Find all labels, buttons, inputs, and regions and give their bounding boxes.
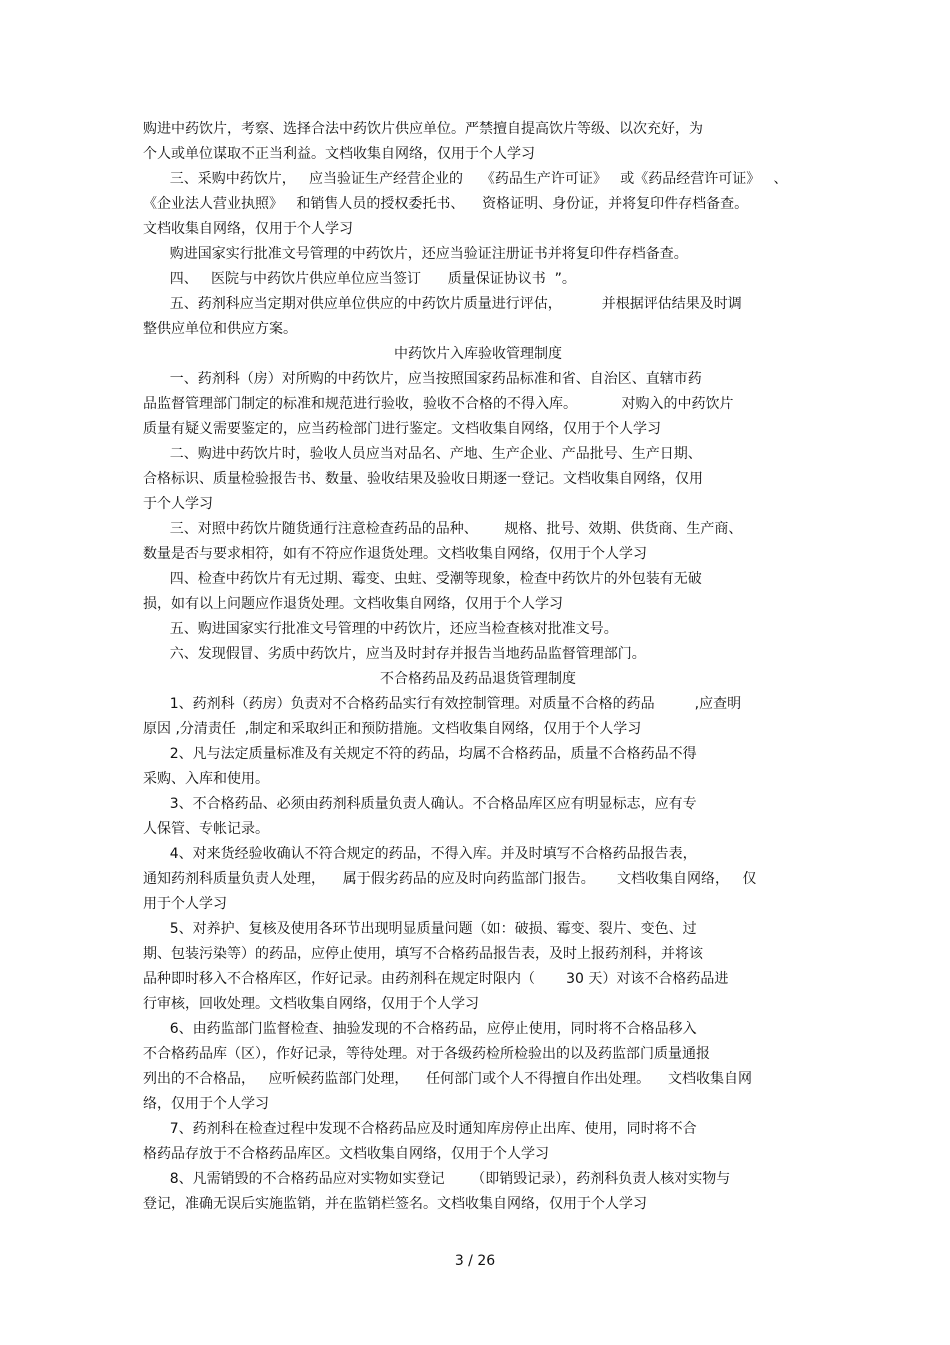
text-line: 登记，准确无误后实施监销，并在监销栏签名。文档收集自网络，仅用于个人学习 [143, 1196, 647, 1212]
text-line: 品种即时移入不合格库区，作好记录。由药剂科在规定时限内（ 30 天）对该不合格药品进 [143, 971, 729, 987]
text-line: 二、购进中药饮片时，验收人员应当对品名、产地、生产企业、产品批号、生产日期、 [143, 446, 702, 462]
para-unqualified-1 [143, 692, 813, 742]
text-line: 列出的不合格品， 应听候药监部门处理， 任何部门或个人不得擅自作出处理。 文档收集自网 [143, 1071, 752, 1087]
para-unqualified-6 [143, 1017, 813, 1117]
text-line: 用于个人学习 [143, 896, 227, 912]
text-line: 通知药剂科质量负责人处理， 属于假劣药品的应及时向药监部门报告。 文档收集自网络， 仅 [143, 871, 757, 887]
text-line: 购进中药饮片，考察、选择合法中药饮片供应单位。严禁擅自提高饮片等级、以次充好，为 [143, 121, 703, 137]
para-intro-continuation [143, 117, 813, 167]
para-unqualified-3 [143, 792, 813, 842]
para-inspection-three [143, 517, 813, 567]
text-line: 品监督管理部门制定的标准和规范进行验收，验收不合格的不得入库。 对购入的中药饮片 [143, 396, 734, 412]
text-line: 个人或单位谋取不正当利益。文档收集自网络，仅用于个人学习 [143, 146, 535, 162]
text-line: 3、不合格药品、必须由药剂科质量负责人确认。不合格品库区应有明显标志，应有专 [143, 796, 697, 812]
text-line: 原因 ,分清责任 ,制定和采取纠正和预防措施。文档收集自网络，仅用于个人学习 [143, 721, 642, 737]
text-line: 损，如有以上问题应作退货处理。文档收集自网络，仅用于个人学习 [143, 596, 563, 612]
text-line: 4、对来货经验收确认不符合规定的药品，不得入库。并及时填写不合格药品报告表， [143, 846, 697, 862]
para-purchase-four [143, 267, 813, 292]
text-line: 三、对照中药饮片随货通行注意检查药品的品种、 规格、批号、效期、供货商、生产商、 [143, 521, 743, 537]
para-inspection-four [143, 567, 813, 617]
text-line: 5、对养护、复核及使用各环节出现明显质量问题（如：破损、霉变、裂片、变色、过 [143, 921, 697, 937]
para-unqualified-4 [143, 842, 813, 917]
para-purchase-five [143, 292, 813, 342]
text-line: 《企业法人营业执照》 和销售人员的授权委托书、 资格证明、身份证，并将复印件存档备查。 [143, 196, 749, 212]
text-line: 人保管、专帐记录。 [143, 821, 269, 837]
text-line: 6、由药监部门监督检查、抽验发现的不合格药品，应停止使用，同时将不合格品移入 [143, 1021, 697, 1037]
text-line: 不合格药品库（区），作好记录，等待处理。对于各级药检所检验出的以及药监部门质量通报 [143, 1046, 710, 1062]
para-unqualified-7 [143, 1117, 813, 1167]
text-line: 1、药剂科（药房）负责对不合格药品实行有效控制管理。对质量不合格的药品 ,应查明 [143, 696, 742, 712]
text-line: 三、采购中药饮片， 应当验证生产经营企业的 《药品生产许可证》 或《药品经营许可证》 、 [143, 171, 788, 187]
text-line: 于个人学习 [143, 496, 213, 512]
para-unqualified-2 [143, 742, 813, 792]
text-line: 采购、入库和使用。 [143, 771, 269, 787]
section-title-unqualified: 不合格药品及药品退货管理制度 [380, 671, 576, 687]
para-unqualified-5 [143, 917, 813, 1017]
document-body [143, 117, 813, 1217]
text-line: 六、发现假冒、劣质中药饮片，应当及时封存并报告当地药品监督管理部门。 [143, 646, 646, 662]
text-line: 四、检查中药饮片有无过期、霉变、虫蛀、受潮等现象，检查中药饮片的外包装有无破 [143, 571, 702, 587]
page-number: 3 / 26 [454, 1253, 496, 1269]
para-inspection-one [143, 367, 813, 442]
text-line: 合格标识、质量检验报告书、数量、验收结果及验收日期逐一登记。文档收集自网络，仅用 [143, 471, 703, 487]
text-line: 购进国家实行批准文号管理的中药饮片，还应当验证注册证书并将复印件存档备查。 [143, 246, 688, 262]
text-line: 数量是否与要求相符，如有不符应作退货处理。文档收集自网络，仅用于个人学习 [143, 546, 647, 562]
text-line: 络，仅用于个人学习 [143, 1096, 269, 1112]
text-line: 2、凡与法定质量标准及有关规定不符的药品，均属不合格药品，质量不合格药品不得 [143, 746, 697, 762]
text-line: 五、购进国家实行批准文号管理的中药饮片，还应当检查核对批准文号。 [143, 621, 618, 637]
para-purchase-three [143, 167, 813, 242]
text-line: 8、凡需销毁的不合格药品应对实物如实登记 （即销毁记录），药剂科负责人核对实物与 [143, 1171, 731, 1187]
text-line: 五、药剂科应当定期对供应单位供应的中药饮片质量进行评估， 并根据评估结果及时调 [143, 296, 742, 312]
para-purchase-approval [143, 242, 813, 267]
para-inspection-five [143, 617, 813, 642]
para-unqualified-8 [143, 1167, 813, 1217]
text-line: 文档收集自网络，仅用于个人学习 [143, 221, 353, 237]
text-line: 格药品存放于不合格药品库区。文档收集自网络，仅用于个人学习 [143, 1146, 549, 1162]
text-line: 7、药剂科在检查过程中发现不合格药品应及时通知库房停止出库、使用，同时将不合 [143, 1121, 697, 1137]
text-line: 一、药剂科（房）对所购的中药饮片，应当按照国家药品标准和省、自治区、直辖市药 [143, 371, 702, 387]
text-line: 质量有疑义需要鉴定的，应当药检部门进行鉴定。文档收集自网络，仅用于个人学习 [143, 421, 661, 437]
text-line: 行审核，回收处理。文档收集自网络，仅用于个人学习 [143, 996, 479, 1012]
text-line: 整供应单位和供应方案。 [143, 321, 297, 337]
section-title-inspection: 中药饮片入库验收管理制度 [394, 346, 562, 362]
text-line: 四、 医院与中药饮片供应单位应当签订 质量保证协议书 ”。 [143, 271, 576, 287]
para-inspection-two [143, 442, 813, 517]
para-inspection-six [143, 642, 813, 667]
text-line: 期、包装污染等）的药品，应停止使用，填写不合格药品报告表，及时上报药剂科，并将该 [143, 946, 703, 962]
